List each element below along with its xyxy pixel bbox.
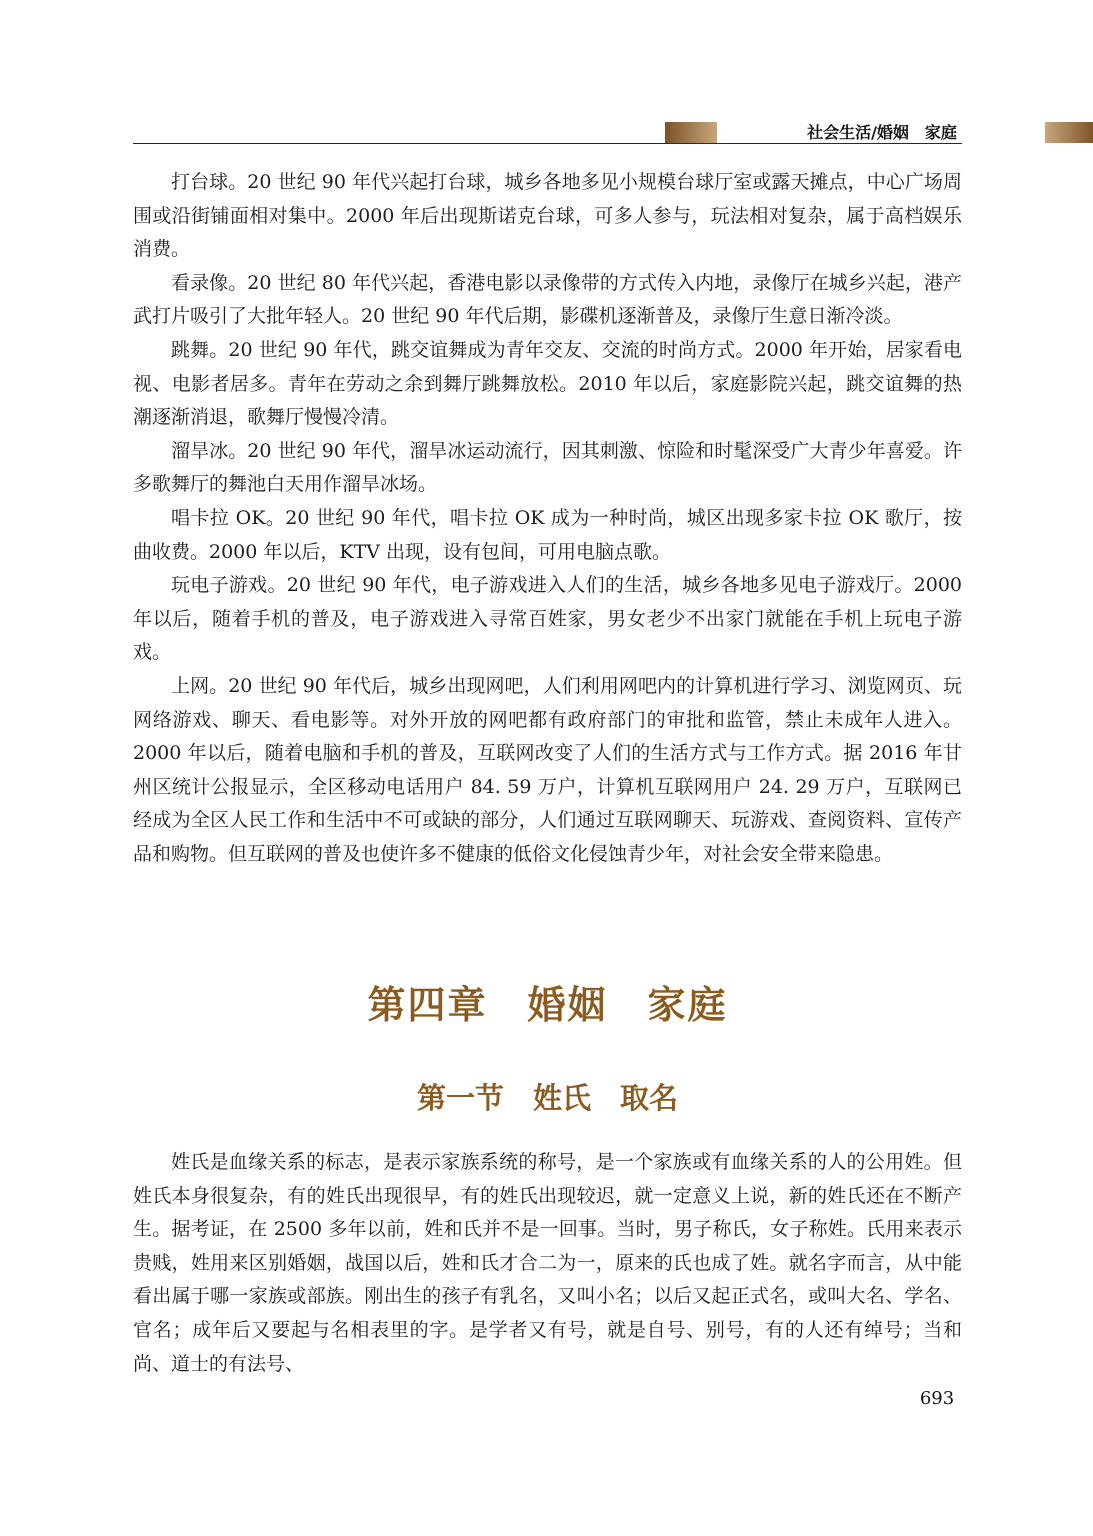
- paragraph-karaoke: 唱卡拉 OK。20 世纪 90 年代，唱卡拉 OK 成为一种时尚，城区出现多家卡拉 OK 歌厅，按曲收费。2000 年以后，KTV 出现，设有包间，可用电脑点歌。: [133, 506, 962, 563]
- section-title: 第一节 姓氏 取名: [416, 1081, 678, 1115]
- running-header: [133, 122, 962, 144]
- paragraph-surnames: 姓氏是血缘关系的标志，是表示家族系统的称号，是一个家族或有血缘关系的人的公用姓。但姓氏本身很复杂，有的姓氏出现很早，有的姓氏出现较迟，就一定意义上说，新的姓氏还在不断产生。据考证，在 2500 多年以前，姓和氏并不是一回事。当时，男子称氏，女子称姓。氏用来表示贵贱，姓用来区别婚姻，战国以后，姓和氏才合二为一，原来的氏也成了姓。就名字而言，从中能看出属于哪一家族或部族。刚出生的孩子有乳名，又叫小名；以后又起正式名，或叫大名、学名、官名；成年后又要起与名相表里的字。是学者又有号，就是自号、别号，有的人还有绰号；当和尚、道士的有法号、: [133, 1151, 962, 1375]
- header-rule: [133, 143, 962, 144]
- running-title: 社会生活/婚姻 家庭: [807, 123, 957, 142]
- paragraph-dancing: 跳舞。20 世纪 90 年代，跳交谊舞成为青年交友、交流的时尚方式。2000 年开始，居家看电视、电影者居多。青年在劳动之余到舞厅跳舞放松。2010 年以后，家庭影院兴起，跳交谊舞的热潮逐渐消退，歌舞厅慢慢冷清。: [133, 338, 962, 429]
- paragraph-video-games: 玩电子游戏。20 世纪 90 年代，电子游戏进入人们的生活，城乡各地多见电子游戏厅。2000 年以后，随着手机的普及，电子游戏进入寻常百姓家，男女老少不出家门就能在手机上玩电子游戏。: [133, 574, 962, 664]
- body-text-top: [133, 166, 962, 871]
- paragraph-roller-skating: 溜旱冰。20 世纪 90 年代，溜旱冰运动流行，因其刺激、惊险和时髦深受广大青少年喜爱。许多歌舞厅的舞池白天用作溜旱冰场。: [133, 439, 962, 496]
- chapter-title: 第四章 婚姻 家庭: [367, 983, 728, 1027]
- page-number: 693: [919, 1388, 955, 1409]
- paragraph-billiards: 打台球。20 世纪 90 年代兴起打台球，城乡各地多见小规模台球厅室或露天摊点，中心广场周围或沿街铺面相对集中。2000 年后出现斯诺克台球，可多人参与，玩法相对复杂，属于高档娱乐消费。: [133, 171, 962, 261]
- body-text-bottom: [133, 1146, 962, 1381]
- header-ornament-left: [665, 122, 717, 143]
- header-ornament-right: [1045, 122, 1093, 143]
- paragraph-internet: 上网。20 世纪 90 年代后，城乡出现网吧，人们利用网吧内的计算机进行学习、浏览网页、玩网络游戏、聊天、看电影等。对外开放的网吧都有政府部门的审批和监管，禁止未成年人进入。2000 年以后，随着电脑和手机的普及，互联网改变了人们的生活方式与工作方式。据 2016 年甘州区统计公报显示，全区移动电话用户 84. 59 万户，计算机互联网用户 24. 29 万户，互联网已经成为全区人民工作和生活中不可或缺的部分，人们通过互联网聊天、玩游戏、查阅资料、宣传产品和购物。但互联网的普及也使许多不健康的低俗文化侵蚀青少年，对社会安全带来隐患。: [133, 674, 962, 865]
- paragraph-video: 看录像。20 世纪 80 年代兴起，香港电影以录像带的方式传入内地，录像厅在城乡兴起，港产武打片吸引了大批年轻人。20 世纪 90 年代后期，影碟机逐渐普及，录像厅生意日渐冷淡。: [133, 271, 962, 328]
